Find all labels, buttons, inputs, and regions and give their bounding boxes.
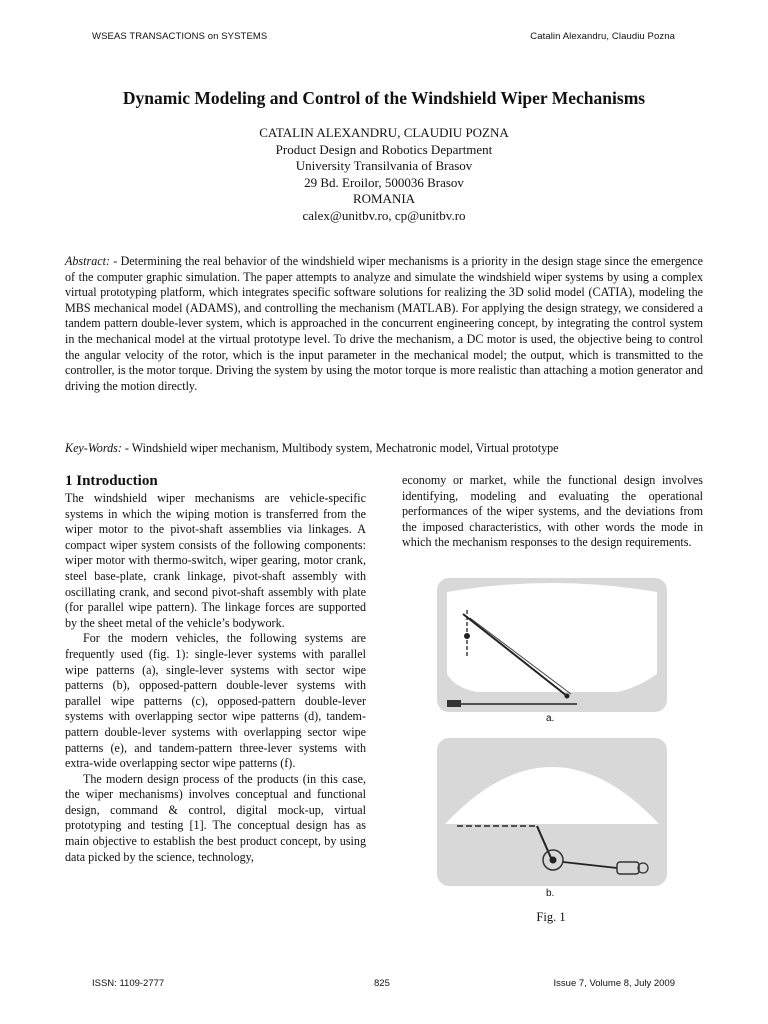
left-column <box>65 491 366 865</box>
keywords <box>65 440 703 456</box>
paragraph: The modern design process of the products (in this case, the wiper mechanisms) involves conceptual and functional design, command & control, digital mock-up, virtual prototyping and testing [1]. The conceptual design has as main objective to establish the best product concept, by using data picked by the science, technology, <box>65 771 366 864</box>
abstract-text: - Determining the real behavior of the windshield wiper mechanisms is a priority in the design stage since the emergence of the computer graphic simulation. The paper attempts to analyze and simulate the windshield wiper systems by using a complex virtual prototyping platform, which integrates specific software solutions for realizing the 3D solid model (CATIA), modeling the MBS mechanical model (ADAMS), and controlling the mechanism (MATLAB). For applying the design strategy, we considered a tandem pattern double-lever system, which is approached in the concurrent engineering concept, by integrating the control system in the mechanical model at the virtual prototype level. To drive the mechanism, a DC motor is used, the objective being to control the angular velocity of the rotor, which is the input parameter in the mechanical model; the output, which is transmitted to the controller, is the motor torque. Driving the system by using the motor torque is more realistic than attaching a motion generator and driving the motion directly. <box>65 254 703 393</box>
author-names: CATALIN ALEXANDRU, CLAUDIU POZNA <box>259 125 509 140</box>
paper-title: Dynamic Modeling and Control of the Windshield Wiper Mechanisms <box>122 88 646 108</box>
figure-label: Fig. 1 <box>536 910 566 924</box>
paragraph: economy or market, while the functional design involves identifying, modeling and evaluating the operational performances of the wiper systems, and the deviations from the imposed characteristics, with other words the mode in which the mechanism responses to the design requirements. <box>402 473 703 550</box>
keywords-text: - Windshield wiper mechanism, Multibody system, Mechatronic model, Virtual prototype <box>121 441 559 455</box>
author-country: ROMANIA <box>352 191 416 206</box>
author-university: University Transilvania of Brasov <box>295 158 473 173</box>
author-block <box>0 125 768 224</box>
figure-1a-image <box>437 578 667 712</box>
footer-issue: Issue 7, Volume 8, July 2009 <box>553 978 675 989</box>
abstract <box>65 254 703 394</box>
figure-1a-caption: a. <box>546 713 555 724</box>
author-emails: calex@unitbv.ro, cp@unitbv.ro <box>302 207 466 223</box>
paragraph: The windshield wiper mechanisms are vehicle-specific systems in which the wiping motion is transferred from the wiper motor to the pivot-shaft assemblies via linkages. A compact wiper system consists of the following components: wiper motor with thermo-switch, wiper gearing, motor crank, steel base-plate, crank linkage, pivot-shaft assembly with oscillating crank, and second pivot-shaft assembly with plate (for parallel wipe pattern). The linkage forces are supported by the sheet metal of the vehicle’s bodywork. <box>65 491 366 630</box>
author-address: 29 Bd. Eroilor, 500036 Brasov <box>304 174 464 190</box>
figure-1b-caption: b. <box>546 888 555 899</box>
footer-page-number: 825 <box>374 978 390 989</box>
right-column <box>402 473 703 551</box>
author-department: Product Design and Robotics Department <box>275 141 493 157</box>
running-header-authors: Catalin Alexandru, Claudiu Pozna <box>530 31 675 42</box>
abstract-label: Abstract: <box>65 254 111 268</box>
paragraph: For the modern vehicles, the following systems are frequently used (fig. 1): single-lever systems with parallel wipe patterns (a), single-lever systems with sector wipe patterns (b), opposed-pattern double-lever systems with parallel wipe patterns (c), opposed-pattern double-lever systems with overlapping sector wipe patterns (d), tandem-pattern double-lever systems with overlapping sector wipe patterns (e), and tandem-pattern three-lever systems with extra-wide overlapping sector wipe patterns (f). <box>65 631 366 771</box>
keywords-label: Key-Words: <box>65 441 122 455</box>
figure-1b-image <box>437 738 667 886</box>
section-heading: 1 Introduction <box>65 473 158 489</box>
running-header-journal: WSEAS TRANSACTIONS on SYSTEMS <box>92 31 268 42</box>
footer-issn: ISSN: 1109-2777 <box>92 978 165 989</box>
